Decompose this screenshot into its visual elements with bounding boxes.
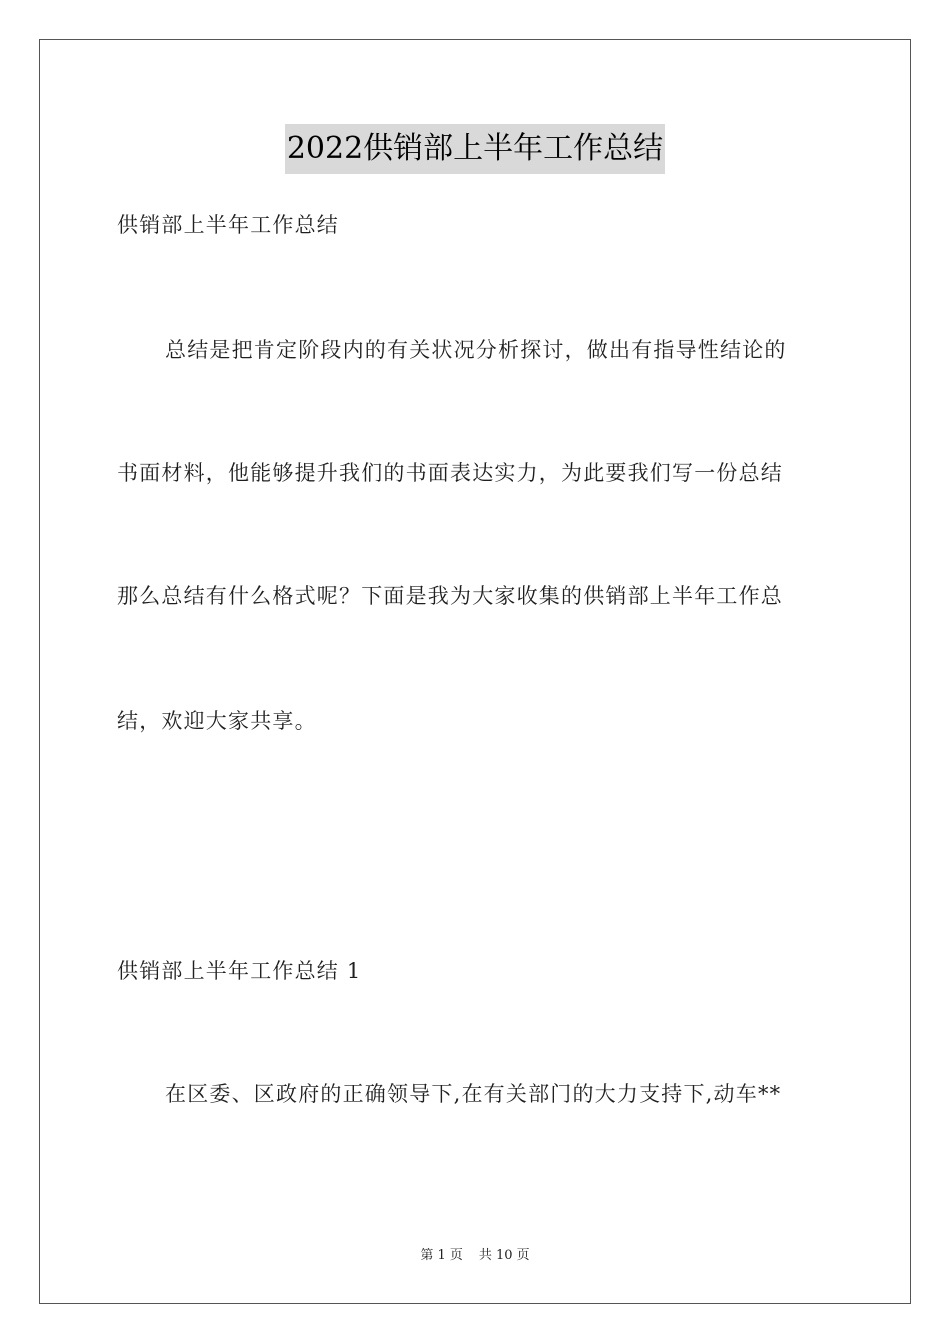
title-container (0, 124, 950, 174)
page-number-current: 第 1 页 (420, 1248, 463, 1263)
intro-line-4: 结，欢迎大家共享。 (117, 709, 317, 733)
page-footer (0, 1247, 950, 1265)
intro-line-1: 总结是把肯定阶段内的有关状况分析探讨，做出有指导性结论的 (165, 338, 787, 362)
page-number-total: 共 10 页 (478, 1248, 530, 1263)
section-heading: 供销部上半年工作总结 1 (117, 959, 362, 983)
document-subtitle: 供销部上半年工作总结 (117, 213, 339, 237)
intro-line-2: 书面材料，他能够提升我们的书面表达实力，为此要我们写一份总结 (117, 461, 783, 485)
document-title: 2022供销部上半年工作总结 (285, 124, 665, 174)
intro-line-3: 那么总结有什么格式呢？下面是我为大家收集的供销部上半年工作总 (117, 584, 783, 608)
body-line-1: 在区委、区政府的正确领导下,在有关部门的大力支持下,动车** (165, 1082, 782, 1106)
